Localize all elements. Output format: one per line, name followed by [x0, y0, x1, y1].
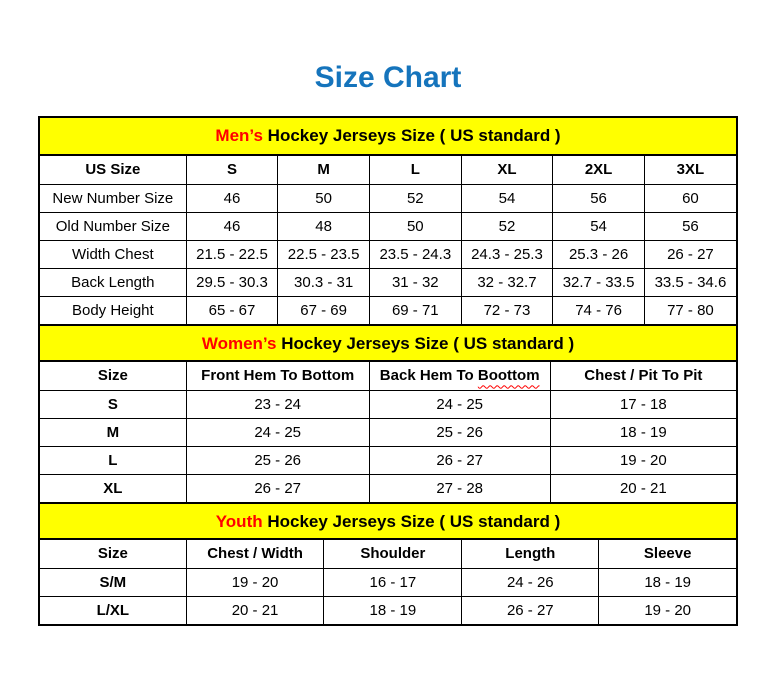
value-cell: 54 [461, 184, 553, 212]
table-row [40, 390, 736, 418]
value-cell: 23 - 24 [186, 390, 369, 418]
mens-banner-accent: Men’s [215, 126, 263, 145]
row-label: M [40, 418, 186, 446]
table-row [40, 268, 736, 296]
value-cell: 77 - 80 [644, 296, 736, 324]
value-cell: 26 - 27 [644, 240, 736, 268]
table-row [40, 568, 736, 596]
youth-banner-text: Hockey Jerseys Size ( US standard ) [262, 512, 561, 531]
column-header: US Size [40, 156, 186, 184]
value-cell: 74 - 76 [553, 296, 645, 324]
womens-banner-accent: Women’s [201, 334, 277, 353]
column-header: Front Hem To Bottom [186, 362, 369, 390]
value-cell: 17 - 18 [550, 390, 736, 418]
womens-header-row [40, 362, 736, 390]
column-header: S [186, 156, 278, 184]
value-cell: 54 [553, 212, 645, 240]
page-title: Size Chart [314, 61, 462, 94]
table-row [40, 184, 736, 212]
value-cell: 16 - 17 [324, 568, 462, 596]
womens-banner-text: Hockey Jerseys Size ( US standard ) [276, 334, 575, 353]
row-label: Back Length [40, 268, 186, 296]
value-cell: 25.3 - 26 [553, 240, 645, 268]
table-row [40, 418, 736, 446]
table-row [40, 212, 736, 240]
value-cell: 26 - 27 [462, 596, 599, 624]
row-label: L [40, 446, 186, 474]
value-cell: 67 - 69 [278, 296, 370, 324]
value-cell: 46 [186, 184, 278, 212]
table-row [40, 474, 736, 502]
value-cell: 24 - 25 [186, 418, 369, 446]
column-header: Size [40, 540, 186, 568]
table-row [40, 446, 736, 474]
value-cell: 19 - 20 [550, 446, 736, 474]
value-cell: 18 - 19 [550, 418, 736, 446]
row-label: S/M [40, 568, 186, 596]
youth-header-row [40, 540, 736, 568]
womens-size-table [40, 362, 736, 502]
value-cell: 56 [644, 212, 736, 240]
value-cell: 27 - 28 [369, 474, 550, 502]
value-cell: 52 [461, 212, 553, 240]
value-cell: 60 [644, 184, 736, 212]
value-cell: 30.3 - 31 [278, 268, 370, 296]
youth-banner-accent: Youth [215, 512, 263, 531]
column-header: 3XL [644, 156, 736, 184]
womens-section-banner [40, 324, 736, 362]
column-header: Shoulder [324, 540, 462, 568]
value-cell: 20 - 21 [186, 596, 324, 624]
value-cell: 26 - 27 [369, 446, 550, 474]
row-label: New Number Size [40, 184, 186, 212]
value-cell: 19 - 20 [186, 568, 324, 596]
value-cell: 20 - 21 [550, 474, 736, 502]
value-cell: 25 - 26 [186, 446, 369, 474]
column-header: L [369, 156, 461, 184]
value-cell: 56 [553, 184, 645, 212]
value-cell: 69 - 71 [369, 296, 461, 324]
mens-banner-text: Hockey Jerseys Size ( US standard ) [262, 126, 561, 145]
mens-size-table [40, 156, 736, 324]
youth-section-banner [40, 502, 736, 540]
youth-size-table [40, 540, 736, 624]
row-label: Width Chest [40, 240, 186, 268]
value-cell: 24.3 - 25.3 [461, 240, 553, 268]
size-chart-block [38, 116, 738, 626]
value-cell: 33.5 - 34.6 [644, 268, 736, 296]
value-cell: 50 [369, 212, 461, 240]
value-cell: 65 - 67 [186, 296, 278, 324]
row-label: XL [40, 474, 186, 502]
value-cell: 46 [186, 212, 278, 240]
value-cell: 24 - 26 [462, 568, 599, 596]
value-cell: 72 - 73 [461, 296, 553, 324]
value-cell: 29.5 - 30.3 [186, 268, 278, 296]
column-header: 2XL [553, 156, 645, 184]
value-cell: 21.5 - 22.5 [186, 240, 278, 268]
row-label: L/XL [40, 596, 186, 624]
row-label: S [40, 390, 186, 418]
column-header: Chest / Width [186, 540, 324, 568]
column-header: Length [462, 540, 599, 568]
table-row [40, 240, 736, 268]
value-cell: 52 [369, 184, 461, 212]
column-header [369, 362, 550, 390]
table-row [40, 596, 736, 624]
column-header-text: Back Hem To [379, 367, 478, 385]
value-cell: 32 - 32.7 [461, 268, 553, 296]
value-cell: 32.7 - 33.5 [553, 268, 645, 296]
column-header: Chest / Pit To Pit [550, 362, 736, 390]
column-header: Sleeve [599, 540, 736, 568]
row-label: Old Number Size [40, 212, 186, 240]
column-header: M [278, 156, 370, 184]
value-cell: 24 - 25 [369, 390, 550, 418]
column-header: Size [40, 362, 186, 390]
value-cell: 26 - 27 [186, 474, 369, 502]
value-cell: 25 - 26 [369, 418, 550, 446]
value-cell: 23.5 - 24.3 [369, 240, 461, 268]
mens-section-banner [40, 118, 736, 156]
value-cell: 48 [278, 212, 370, 240]
misspelled-word: Boottom [477, 367, 540, 385]
value-cell: 31 - 32 [369, 268, 461, 296]
value-cell: 18 - 19 [324, 596, 462, 624]
value-cell: 19 - 20 [599, 596, 736, 624]
table-row [40, 296, 736, 324]
column-header: XL [461, 156, 553, 184]
mens-header-row [40, 156, 736, 184]
value-cell: 22.5 - 23.5 [278, 240, 370, 268]
value-cell: 50 [278, 184, 370, 212]
value-cell: 18 - 19 [599, 568, 736, 596]
row-label: Body Height [40, 296, 186, 324]
